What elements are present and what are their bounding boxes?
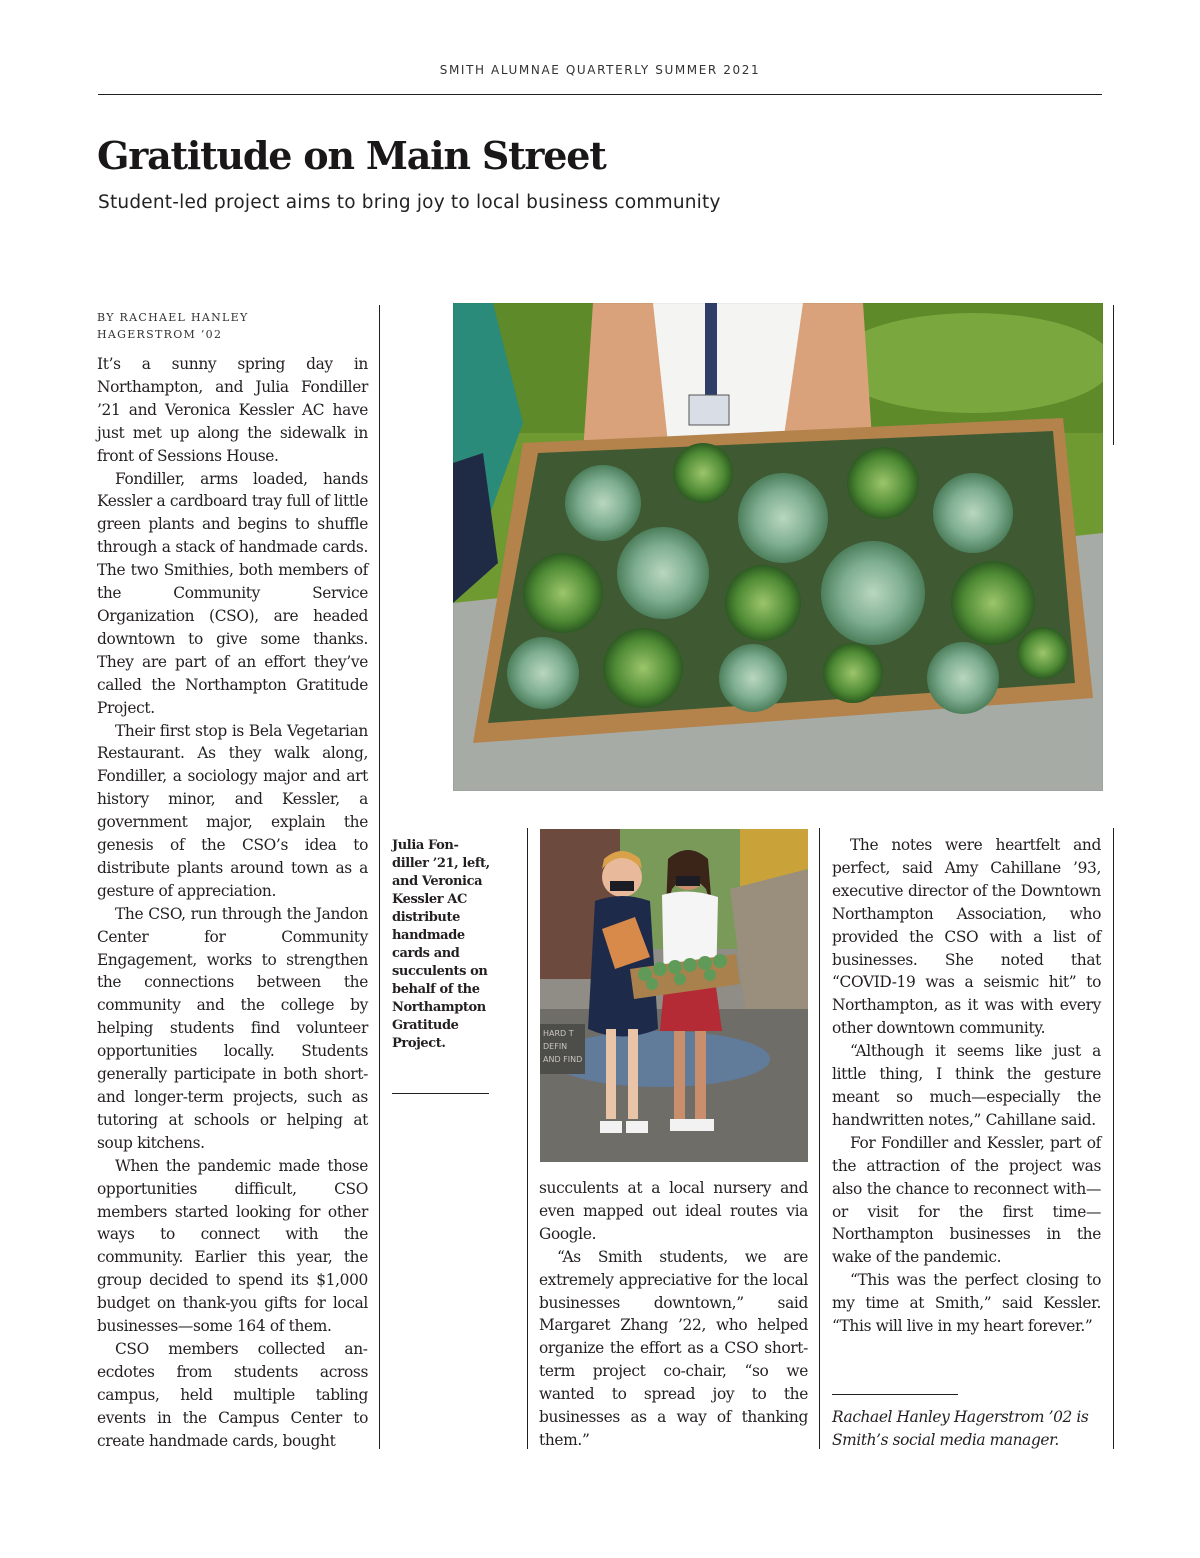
column-rule-3 [819,828,820,1449]
photo-caption: Julia Fondiller ’21, left, and Veronica Kessler AC distribute handmade cards and succulents on behalf of the Northampton Gratitude Project. [392,838,490,1051]
column-rule-4 [1113,828,1114,1449]
dek: Student-led project aims to bring joy to local business community [98,192,721,213]
column-rule-1 [379,305,380,1449]
paragraph: “As Smith students, we are extremely appreciative for the local businesses downtown,” said Margaret Zhang ’22, who helped organize the effort as a CSO short-term project co-chair, “so we wanted to spread joy to the businesses as a way of thanking them.” [539,1247,808,1449]
paragraph: The CSO, run through the Jandon Center for Community Engagement, works to strengthen the connections between the community and the college by helping students find volunteer opportunities locally. Students generally participate in both short- and longer-term projects, such as tutoring at schools or helping at soup kitchens. [97,904,368,1152]
column-rule-2 [527,828,528,1449]
headline: Gratitude on Main Street [97,133,606,178]
running-head: SMITH ALUMNAE QUARTERLY SUMMER 2021 [439,63,761,77]
paragraph: When the pandemic made those opportunities difficult, CSO members started looking for other ways to connect with the community. Earlier this year, the group decided to spend its $1,000 budget on thank-you gifts for local businesses—some 164 of them. [97,1156,368,1336]
paragraph: For Fondiller and Kessler, part of the attraction of the project was also the chance to reconnect with—or visit for the first time—Northampton businesses in the wake of the pandemic. [832,1133,1101,1267]
author-bio: Rachael Hanley Hagerstrom ’02 is Smith’s social media manager. [832,1408,1089,1449]
header-rule [98,94,1102,95]
sign-text-line-1: HARD T [543,1029,574,1038]
sign-text-line-3: AND FIND [543,1055,583,1064]
caption-rule [392,1093,489,1094]
paragraph: “Although it seems like just a little thing, I think the gesture meant so much—especially the handwritten notes,” Cahillane said. [832,1042,1101,1129]
paragraph: “This was the perfect closing to my time at Smith,” said Kessler. “This will live in my heart forever.” [832,1271,1101,1336]
paragraph: The notes were heartfelt and perfect, said Amy Cahillane ’93, executive director of the Downtown Northampton Association, who provided the CSO with a list of businesses. She noted that “COVID-19 was a seismic hit” to Northampton, as it was with every other downtown community. [832,836,1101,1038]
column-rule-right-top [1113,305,1114,445]
paragraph: succulents at a local nursery and even mapped out ideal routes via Google. [539,1179,808,1243]
students-photo [540,829,808,1162]
byline [97,309,367,343]
paragraph: CSO members collected anecdotes from students across campus, held multiple tabling events in the Campus Center to create handmade cards, bought [97,1339,368,1450]
article-column-4 [832,834,1101,1338]
paragraph: It’s a sunny spring day in Northampton, and Julia Fondiller ’21 and Veronica Kessler AC have just met up along the sidewalk in front of Sessions House. [97,355,368,465]
succulent-tray-photo [453,303,1103,791]
article-column-3 [539,1177,808,1452]
sign-text-line-2: DEFIN [543,1042,568,1051]
article-column-1 [97,353,368,1453]
paragraph: Their first stop is Bela Vegetarian Restaurant. As they walk along, Fondiller, a sociology major and art history minor, and Kessler, a government major, explain the genesis of the CSO’s idea to distribute plants around town as a gesture of appreciation. [97,721,368,900]
byline-line-2: HAGERSTROM ’02 [97,328,223,341]
byline-line-1: BY RACHAEL HANLEY [97,311,249,324]
paragraph: Fondiller, arms loaded, hands Kessler a cardboard tray full of little green plants and begins to shuffle through a stack of handmade cards. The two Smithies, both members of the Community Service Organization (CSO), are headed downtown to give some thanks. They are part of an effort they’ve called the Northampton Gratitude Project. [97,469,368,717]
bio-rule [832,1394,958,1395]
